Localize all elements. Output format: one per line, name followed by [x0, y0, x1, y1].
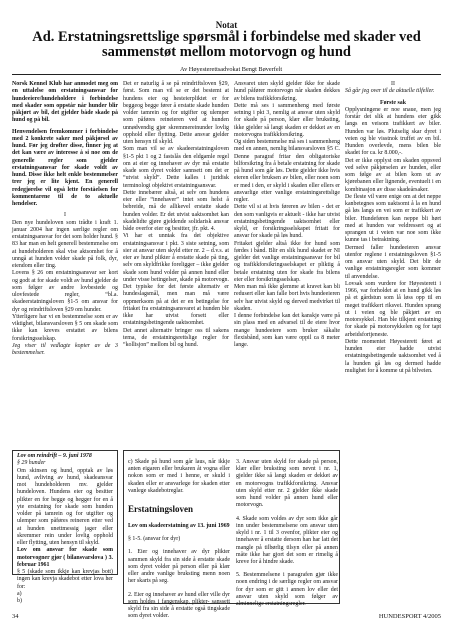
box-subheading: Lov om skadeerstatning av 13. juni 1969 [128, 523, 230, 530]
paragraph: Og siden bestemmelse må ses i sammenheng med en annen, nemlig bilansvarsloven §5 C. Denne paragraf fritar den obligatoriske bilforsikring fra å betale erstatning for skade på hund som går løs. Dette gjelder ikke hvis eieren eller bruksen av bilen, eller noen som er med i den, er skyld i skaden eller ellers er ansvarlige etter vanlige erstatningsrettslige regler. [234, 139, 341, 203]
paragraph: Fritaket gjelder altså ikke for hund som førdes i bånd. Blir en slik hund skadet er NI gjelder det vanlige erstatningsansvar for bil og trafikkforsikringsselskapet er pliktig å betale erstatning uten for skade fra bilens eier eller forsikringsselskap. [234, 240, 340, 283]
box-column-right [236, 453, 338, 614]
box-text: 1. Eier og innehaver av dyr plikter sammen skyld fra sin side å erstatte skade som dyret volder på person eller på klær eller andre vanlige bruksting menn noen her skarts på seg. [128, 549, 230, 585]
section-number: II [391, 81, 395, 87]
box-text: c) Skade på hund som går laus, når ikkje anten eigaren eller brukaren åt vogna eller nokon som er med i henne, er skuld i skaden eller er ansvarlege for skaden etter vanlege skadebotreglar. [128, 458, 230, 494]
box-text: 5. Bestemmelsene i paragrafen gjør ikke noen endring i de særlige regler om ansvar for dyr som er gitt i annen lov eller det ansvar uten skyld som følger av alminnelige erstatningsregler. [236, 572, 338, 608]
paragraph: Jeg viser til vedlagte kopier av de 3 bestemmelser. [12, 342, 118, 356]
law-excerpt-box-2 [123, 450, 340, 620]
subheading: Første sak [379, 99, 406, 106]
law-excerpt-box-1 [12, 450, 118, 604]
notat-label: Notat [215, 20, 238, 30]
column-3 [234, 81, 340, 349]
paragraph: Men man må ikke glemme at kravet kan bli redusert eller kan falle bort hvis hundeeieren selv har utvist skyld og derved medvirket til skaden. [234, 284, 340, 312]
paragraph: Det er ikke opplyst om skaden oppsved ved selve påkjørselen av hunden, eller som følge av at bilen kom ut av kjørebanen eller lignende, eventuelt i en kombinasjon av disse skadeårsaker. [345, 157, 441, 193]
issue-label: HUNDESPORT 4/2005 [378, 613, 441, 620]
paragraph: Dette må ses i sammenheng med første setning i pkt 3, nemlig at ansvar uten skyld for skade på person, klær eller bruksting, ikke gjelder så langt skaden er dekket av en motorvogns trafikkforsikring. [234, 102, 340, 138]
column-1 [12, 81, 118, 357]
box-text: b) [17, 598, 22, 604]
lead-paragraph: Norsk Kennel Klub har anmodet meg om en uttalelse om erstatningsansvar for hundeeiere/hundeholdere i forbindelse med skader som oppstår når hunder blir påkjørt av bil, det gjelder både skade på hund og på bil. [12, 81, 118, 124]
box-heading: Erstatningsloven [128, 504, 194, 515]
paragraph: Ansvaret uten skyld gjelder ikke for skade hund påfører motorvogn når skaden dekkes av bilens trafikkforsikring. [234, 81, 340, 102]
paragraph: Dermed faller hundeeieren ansvar utenfor reglene i erstatningsloven §1-5 om ansvar uten skyld. Det blir de vanlige erstatningsregler som kommer til anvendelse. [345, 244, 441, 280]
paragraph: Vi har et unntak fra det objektive erstatningsansvar i pkt. 3 siste setning, som sier at ansvar uten skyld etter nr. 2 – d.v.s. at eier av hund plikter å erstatte skade på ting, selv om skyldfrikke foreligger – ikke gjelder skade som hund volder på annen hund eller under visse betingelser, skade på motorvogn. [123, 233, 229, 283]
box-text: 4. Skade som voldes av dyr som ikke går inn under bestemmelsene om ansvar uten skyld i nr. 1 til 3 ovenfor, plikter eier og innehaver å erstatte dersom han har latt det mangle på tilbørlig tilsyn eller på annen måte ikke har gjort det som er rimelig å kreve for å hindre skade. [236, 515, 338, 566]
box-text: 2. Eier og innehaver av hund eller ville dyr som holdes i fangenskap, plikter- sanssett skyld fra sin side å erstatte også tingskade som dyret volder. [128, 591, 230, 620]
box-column-left [128, 453, 230, 626]
paragraph: I denne forbindelse kan det kanskje være på sin plass med en advarsel til de eiere hvor mange hundeeiere som bruker såkalte flexisbånd, som kan være oppil ca 8 meter lange. [234, 313, 340, 348]
paragraph: Dette momentet Høyesterett føret at hunden eier hadde utvist erstatningsbetingende uaktsomhet ved å la hunden gå løs og dermed hadde mulighet for å komme ut på bilveien. [345, 338, 441, 374]
paragraph: Opplysningene er noe snaue, men jeg forstår det slik at hundens eier gikk langs en veisom trafikkert av biler. Hunden var løs. Plutselig skar dyret i veien og ble visstnok truffet av en bil. Hunden overlevde, mens bilen ble skadet for ca. kr 8.000,-. [345, 106, 441, 157]
paragraph: Lovsak som vurdere for Høyesterett i 1966, var forholdet at en hund gikk løs på et gårdstun som lå løss opp til en meget trafikkert riksvei. Hunden sprang ut i veien og ble påkjørt av en motorsykkel. Han ble tilkjent erstatning for skade på motorsykkelen og for tapt arbeidsfortjeneste. [345, 280, 441, 338]
paragraph: Henvendelsen fremkommer i forbindelse med 2 konkrete saker med påkjørsel av hund. Før jeg drøfter disse, finner jeg at det kan være av interesse å si noe om de generelle regler som gjelder erstatningsansvar for skade voldt av hund. Disse ikke helt enkle bestemmelser trer jeg er lite kjent. En generell redegjørelse vil også lette forståelsen for kommentarene til de to aktuelle hendelser. [12, 128, 118, 207]
article-title: Ad. Erstatningsrettslige spørsmål i forbindelse med skader ved sammenstøt mellom motorvogn og hund [32, 29, 421, 60]
box-text: a) [17, 590, 22, 597]
paragraph: Dette vil si at hvis føreren av bilen - det er den som vanligvis er aktuelt - ikke har utvist erstatningsbetingende uaktsomhet eller skyld, er forsikringsselskapet fritatt for ansvar for skade på løs hund. [234, 204, 340, 240]
box-heading: Lov om ansvar for skade som motorvogner gjør ( bilansvarslova ) 3. februar 1961 [17, 547, 113, 568]
paragraph: Det er naturlig å se på reindriftsloven §29, først. Som man vil se er det bestemt at hundens eier og hesteierpliktet er for beggeog begge fører å erstatte skade hunden volder tamrein og for utgifter og ulemper som påføres reineieren ved at hunden unnødvendig gjør skremmereinunder lovlig opphold eller flytting. Dette ansvar gjelder uten hensyn til skyld. [123, 81, 229, 145]
page-footer [12, 613, 441, 625]
paragraph: Den nye hundeloven som trådte i kraft 1. januar 2004 har ingen særlige regler om erstatningsansvar for det som holder hund. § 83 har man en helt generell bestemmelse om at hundeholderen skal vise aktsomhet for å unngå at hunden volder skade på folk, dyr, eiendom eller ting. [12, 219, 118, 269]
paragraph: Lovens § 26 om erstatningsansvar ser kort og godt at for skade voldt av hund gjelder de som følger av andre lovbestede og ulovfestede regler, “bl.a. skadeerstatningsloven §1-5 om ansvar for dyr og reindriftsloven §29 om hunder. [12, 270, 118, 313]
paragraph: De fleste vil være enige om at det neppe kanbetegnes som uaktsomt å la en hund gå løs langs en vei som er trafikkert av biler. Hundeføren kan neppe bli hørt med at hunden var veldressert og at sprangen ut i veien var noe som ikke kunne tas i betraktning. [345, 193, 441, 244]
box-text: Om skinsen og hund, opptak av løs hund, avliving av hund, skadeansvar mot hundeholderen mv. gjelder hundeloven. Hundens eier og besitter plikter en for begge og hegger for en å yte erstatning for skade som hunden volder på tamrein og for utgifter og ulemper som påføres reineren etter ved at hunden unettmessig jager eller skremmer rein under lovlig opphold eller flytting, uten hensyn til skyld. [17, 467, 113, 546]
box-text: § 1-5. (ansvar for dyr) [128, 536, 181, 543]
box-heading: Lov om reindrift – 9. juni 1978 [17, 453, 92, 459]
title-rule [12, 74, 441, 75]
box-heading: § 29 hunder [17, 460, 46, 467]
page-number: 34 [12, 613, 19, 620]
section-number: I [64, 212, 66, 219]
column-4 [345, 81, 441, 375]
paragraph: Det annet alternativ bringer oss til sakens tema, de erstatningsrettslige regler for “kollisjon” mellom bil og hund. [123, 327, 229, 348]
section-intro: Så går jeg over til de aktuelle tilfeller. [345, 88, 435, 95]
paragraph: Som man vil se av skadeerstatningsloven §1-5 pkt 1 og 2 fastslås den eldgamle regel om at eier og innehaver av dyr må erstatte skade som dyret volder sannsett om det er “utvist skyld”. Dette kalles i juridisk terminologi objektivt erstatningsansvar. [123, 146, 229, 189]
box-text: 3. Ansvar uten skyld for skade på person, klær eller bruksting som nevnt i nr. 1, gjelder ikke så langt skaden er dekket av en motorvogns trafikkforsikring. Ansvar uten skyld etter nr. 2 gjelder ikke skade som hund volder på annen hund eller motorvogn. [236, 458, 338, 509]
paragraph: Ytterligere har vi en bestemmelse som er av viktighet, bilansvarsloven § 5 om skade som ikke kan kreves erstattet av bilens forsikringsselskap. [12, 313, 118, 342]
paragraph: Det typiske for det første alternativ er hundeslagsmål, men man må være oppmerksom på at det er en betingelse for fritaket fra erstatningsansvaret at hunden ble ikke har utvist forsett eller erstatningsbetingende uaktsomhet. [123, 284, 229, 327]
column-2 [123, 81, 229, 349]
byline: Av Høyesterettsadvokat Bengt Bøverfelt [180, 66, 283, 73]
paragraph: Dette innebærer altså, at selv om hundens eier eller “innehaver” intet som helst å bebreide, må de allikevel erstatte skade hunden volder. Er det utvist uaktsomhet kan skadelidte gjøre gjeldende solidarisk ansvar både overfor eier og besitter, jfr. pkt. 4. [123, 189, 229, 232]
box-text: § 5 (skade som ikkje kan krevjas bott) ingen kan krevja skadebot etter lova her for: [17, 569, 113, 590]
